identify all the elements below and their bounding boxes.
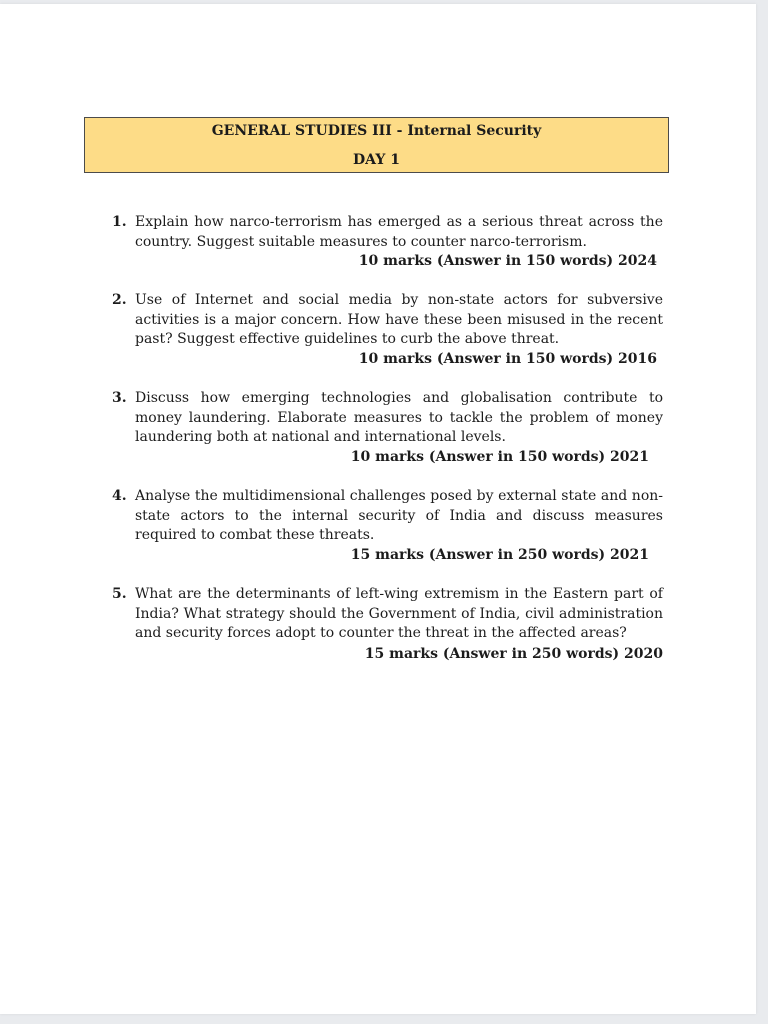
question-text: Discuss how emerging technologies and globalisation contribute to money laundering. Elaborate measures to tackle the problem of money laundering both at national and international levels.	[135, 390, 663, 445]
question-number: 2.	[112, 292, 127, 308]
question-number: 5.	[112, 586, 127, 602]
header-box	[84, 117, 669, 173]
question-item	[112, 585, 663, 664]
question-marks: 10 marks (Answer in 150 words) 2024	[358, 253, 657, 269]
question-number: 1.	[112, 214, 127, 230]
question-number: 3.	[112, 390, 127, 406]
day-label: DAY 1	[353, 152, 400, 168]
question-text: What are the determinants of left-wing extremism in the Eastern part of India? What strategy should the Government of India, civil administration and security forces adopt to counter the threat in the affected areas?	[135, 586, 663, 641]
question-text: Explain how narco-terrorism has emerged as a serious threat across the country. Suggest suitable measures to counter narco-terrorism.	[135, 214, 663, 250]
question-item	[112, 213, 663, 272]
document-page	[0, 4, 756, 1014]
page-title: GENERAL STUDIES III - Internal Security	[211, 123, 542, 139]
question-marks: 15 marks (Answer in 250 words) 2020	[364, 645, 663, 662]
question-marks: 10 marks (Answer in 150 words) 2016	[358, 350, 657, 367]
question-item	[112, 487, 663, 565]
question-marks: 10 marks (Answer in 150 words) 2021	[350, 448, 649, 465]
question-text: Use of Internet and social media by non-state actors for subversive activities is a major concern. How have these been misused in the recent past? Suggest effective guidelines to curb the above threat.	[135, 292, 663, 347]
question-number: 4.	[112, 488, 127, 504]
question-item	[112, 291, 663, 369]
question-text: Analyse the multidimensional challenges posed by external state and non-state actors to the internal security of India and discuss measures required to combat these threats.	[135, 488, 663, 543]
question-marks: 15 marks (Answer in 250 words) 2021	[350, 546, 649, 563]
question-item	[112, 389, 663, 467]
